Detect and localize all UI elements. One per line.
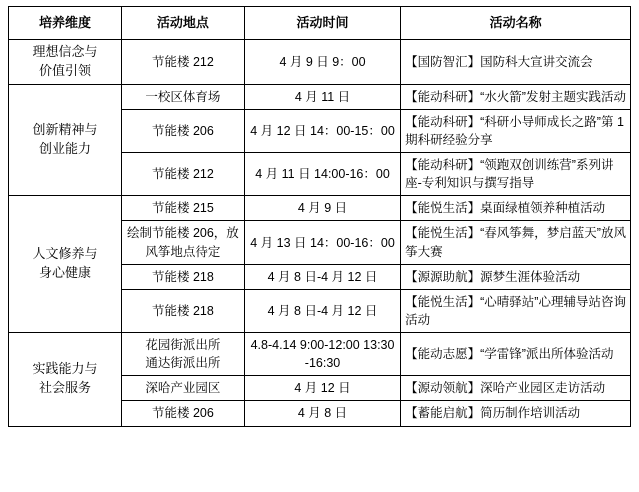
dimension-cell: 实践能力与 社会服务 (9, 333, 122, 427)
table-body (9, 40, 631, 427)
place-cell: 节能楼 215 (121, 196, 244, 221)
place-cell: 一校区体育场 (121, 84, 244, 109)
table-header-row (9, 7, 631, 40)
place-cell: 节能楼 218 (121, 289, 244, 332)
place-cell: 节能楼 212 (121, 40, 244, 85)
table-row (9, 196, 631, 221)
place-cell: 绘制节能楼 206，放风筝地点待定 (121, 221, 244, 264)
place-cell: 节能楼 212 (121, 153, 244, 196)
column-header-place: 活动地点 (121, 7, 244, 40)
table-header (9, 7, 631, 40)
table-row (9, 84, 631, 109)
time-cell: 4 月 12 日 14：00-15：00 (244, 109, 400, 152)
activity-name-cell: 【能悦生活】“心晴驿站”心理辅导站咨询活动 (401, 289, 631, 332)
activity-name-cell: 【能悦生活】桌面绿植领养种植活动 (401, 196, 631, 221)
activity-name-cell: 【蓄能启航】简历制作培训活动 (401, 401, 631, 426)
place-cell: 花园街派出所 通达街派出所 (121, 333, 244, 376)
place-cell: 节能楼 218 (121, 264, 244, 289)
time-cell: 4 月 11 日 (244, 84, 400, 109)
time-cell: 4 月 13 日 14：00-16：00 (244, 221, 400, 264)
time-cell: 4 月 8 日 (244, 401, 400, 426)
activity-name-cell: 【能动科研】“水火箭”发射主题实践活动 (401, 84, 631, 109)
activity-name-cell: 【能动科研】“科研小导师成长之路”第 1 期科研经验分享 (401, 109, 631, 152)
place-cell: 节能楼 206 (121, 109, 244, 152)
column-header-dimension: 培养维度 (9, 7, 122, 40)
activity-name-cell: 【源源助航】源梦生涯体验活动 (401, 264, 631, 289)
activity-schedule-table (8, 6, 631, 427)
activity-name-cell: 【能悦生活】“春风筝舞，梦启蓝天”放风筝大赛 (401, 221, 631, 264)
table-row (9, 333, 631, 376)
time-cell: 4 月 9 日 9：00 (244, 40, 400, 85)
dimension-cell: 创新精神与 创业能力 (9, 84, 122, 196)
column-header-time: 活动时间 (244, 7, 400, 40)
column-header-name: 活动名称 (401, 7, 631, 40)
place-cell: 节能楼 206 (121, 401, 244, 426)
time-cell: 4 月 12 日 (244, 376, 400, 401)
table-row (9, 40, 631, 85)
activity-name-cell: 【能动科研】“领跑双创训练营”系列讲座-专利知识与撰写指导 (401, 153, 631, 196)
time-cell: 4 月 8 日-4 月 12 日 (244, 289, 400, 332)
activity-name-cell: 【源动领航】深哈产业园区走访活动 (401, 376, 631, 401)
time-cell: 4 月 11 日 14:00-16：00 (244, 153, 400, 196)
place-cell: 深哈产业园区 (121, 376, 244, 401)
time-cell: 4 月 8 日-4 月 12 日 (244, 264, 400, 289)
dimension-cell: 理想信念与 价值引领 (9, 40, 122, 85)
dimension-cell: 人文修养与 身心健康 (9, 196, 122, 333)
time-cell: 4 月 9 日 (244, 196, 400, 221)
activity-name-cell: 【能动志愿】“学雷锋”派出所体验活动 (401, 333, 631, 376)
activity-name-cell: 【国防智汇】国防科大宣讲交流会 (401, 40, 631, 85)
time-cell: 4.8-4.14 9:00-12:00 13:30-16:30 (244, 333, 400, 376)
